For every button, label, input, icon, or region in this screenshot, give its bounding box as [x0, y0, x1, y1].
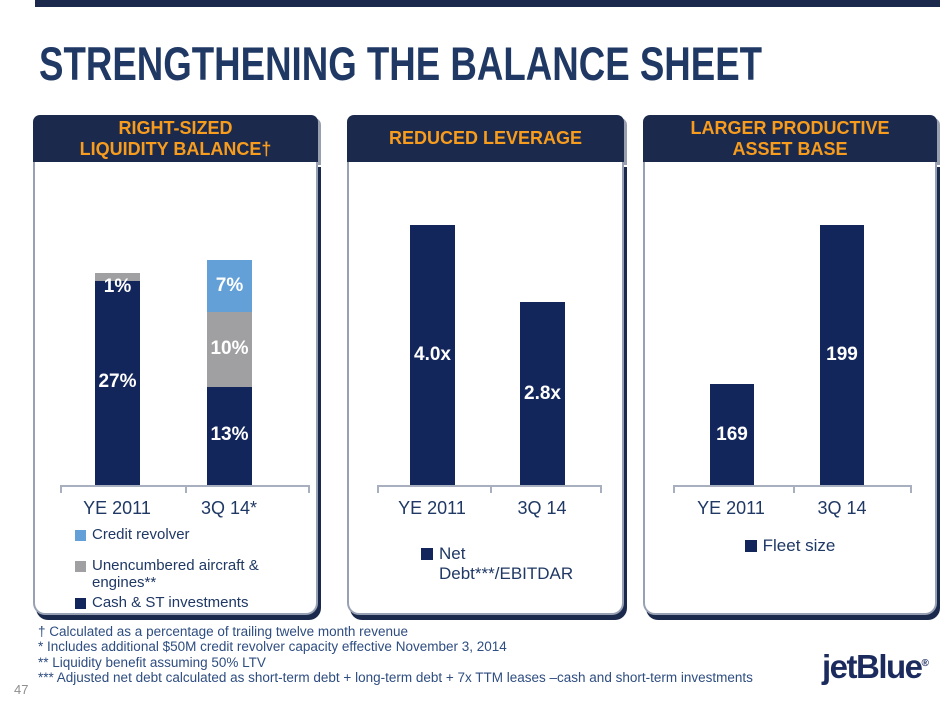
panel-fleet-header-line1: LARGER PRODUCTIVE	[690, 117, 890, 138]
fleet-category-labels	[645, 498, 935, 520]
bar-label-leverage-ye2011: 4.0x	[414, 344, 451, 365]
jetblue-logo: jetBlue®	[822, 648, 929, 685]
footnote-star3: *** Adjusted net debt calculated as short-term debt + long-term debt + 7x TTM leases –cash and short-term investments	[38, 670, 753, 686]
registered-mark: ®	[921, 658, 929, 669]
bar-label-fleet-ye2011: 169	[716, 423, 748, 445]
panel-liquidity-header	[33, 115, 318, 162]
bar-label-unencumbered-ye2011: 1%	[103, 276, 132, 297]
fleet-legend	[645, 536, 935, 556]
bar-label-cash-ye2011: 27%	[98, 371, 137, 392]
legend-label-unencumbered: Unencumbered aircraft & engines**	[92, 557, 259, 591]
panel-liquidity-header-line2: LIQUIDITY BALANCE†	[79, 138, 272, 159]
category-label-3q14: 3Q 14	[517, 498, 567, 518]
x-axis-tick	[490, 485, 492, 493]
legend-swatch-cash	[75, 598, 86, 609]
bar-liquidity-3q14	[207, 260, 252, 485]
liquidity-chart	[35, 162, 316, 485]
panel-fleet-body	[643, 162, 937, 615]
leverage-chart	[349, 162, 622, 485]
legend-item-credit-revolver	[75, 526, 316, 543]
x-axis-tick	[600, 485, 602, 493]
footnote-star1: * Includes additional $50M credit revolver capacity effective November 3, 2014	[38, 639, 507, 655]
bar-label-fleet-3q14: 199	[826, 344, 858, 365]
leverage-legend	[421, 544, 622, 584]
bar-leverage-3q14	[520, 302, 565, 485]
legend-label-cash: Cash & ST investments	[92, 594, 249, 611]
bar-label-leverage-3q14: 2.8x	[524, 382, 561, 404]
x-axis	[60, 485, 310, 493]
panel-leverage-header	[347, 115, 624, 162]
category-label-ye2011: YE 2011	[83, 498, 151, 518]
legend-item-fleet-size	[745, 536, 836, 556]
legend-item-unencumbered	[75, 557, 316, 591]
x-axis-tick	[60, 485, 62, 493]
x-axis-tick	[185, 485, 187, 493]
x-axis	[377, 485, 602, 493]
panel-liquidity-body	[33, 162, 318, 615]
bar-fleet-ye2011	[710, 384, 754, 485]
top-accent-bar	[35, 0, 940, 7]
x-axis-tick	[910, 485, 912, 493]
legend-swatch-unencumbered	[75, 561, 86, 572]
category-label-ye2011: YE 2011	[697, 498, 765, 518]
panel-leverage-header-line1: REDUCED LEVERAGE	[388, 128, 583, 148]
legend-label-credit-revolver: Credit revolver	[92, 526, 190, 543]
footnote-star2: ** Liquidity benefit assuming 50% LTV	[38, 654, 266, 670]
fleet-chart	[645, 162, 935, 485]
bar-liquidity-ye2011	[95, 273, 140, 485]
footnote-dagger: † Calculated as a percentage of trailing twelve month revenue	[38, 624, 408, 639]
legend-swatch-net-debt	[421, 548, 433, 560]
panel-fleet-header-line2: ASSET BASE	[732, 138, 848, 159]
x-axis	[673, 485, 912, 493]
bar-label-unencumbered-3q14: 10%	[210, 338, 249, 359]
category-label-ye2011: YE 2011	[398, 498, 466, 518]
bar-leverage-ye2011	[410, 225, 455, 485]
liquidity-legend	[75, 526, 316, 611]
category-label-3q14: 3Q 14	[817, 498, 867, 518]
panel-leverage	[347, 115, 624, 615]
footnotes	[38, 624, 753, 686]
bar-fleet-3q14	[820, 225, 864, 485]
legend-item-net-debt	[421, 544, 622, 584]
page-number: 47	[14, 682, 29, 697]
legend-swatch-credit-revolver	[75, 530, 86, 541]
panel-fleet	[643, 115, 937, 615]
slide-title: STRENGTHENING THE BALANCE SHEET	[39, 37, 763, 90]
legend-label-net-debt: Net Debt***/EBITDAR	[439, 544, 574, 583]
x-axis-tick	[377, 485, 379, 493]
leverage-category-labels	[349, 498, 622, 520]
legend-label-fleet-size: Fleet size	[762, 536, 836, 555]
bar-label-revolver-3q14: 7%	[215, 275, 244, 296]
liquidity-category-labels	[35, 498, 316, 520]
x-axis-tick	[673, 485, 675, 493]
x-axis-tick	[793, 485, 795, 493]
x-axis-tick	[308, 485, 310, 493]
category-label-3q14: 3Q 14*	[200, 498, 258, 518]
bar-label-cash-3q14: 13%	[210, 424, 249, 445]
panel-fleet-header	[643, 115, 937, 162]
panel-liquidity	[33, 115, 318, 615]
panel-liquidity-header-line1: RIGHT-SIZED	[118, 117, 233, 138]
legend-swatch-fleet-size	[745, 540, 757, 552]
panel-leverage-body	[347, 162, 624, 615]
legend-item-cash	[75, 594, 316, 611]
